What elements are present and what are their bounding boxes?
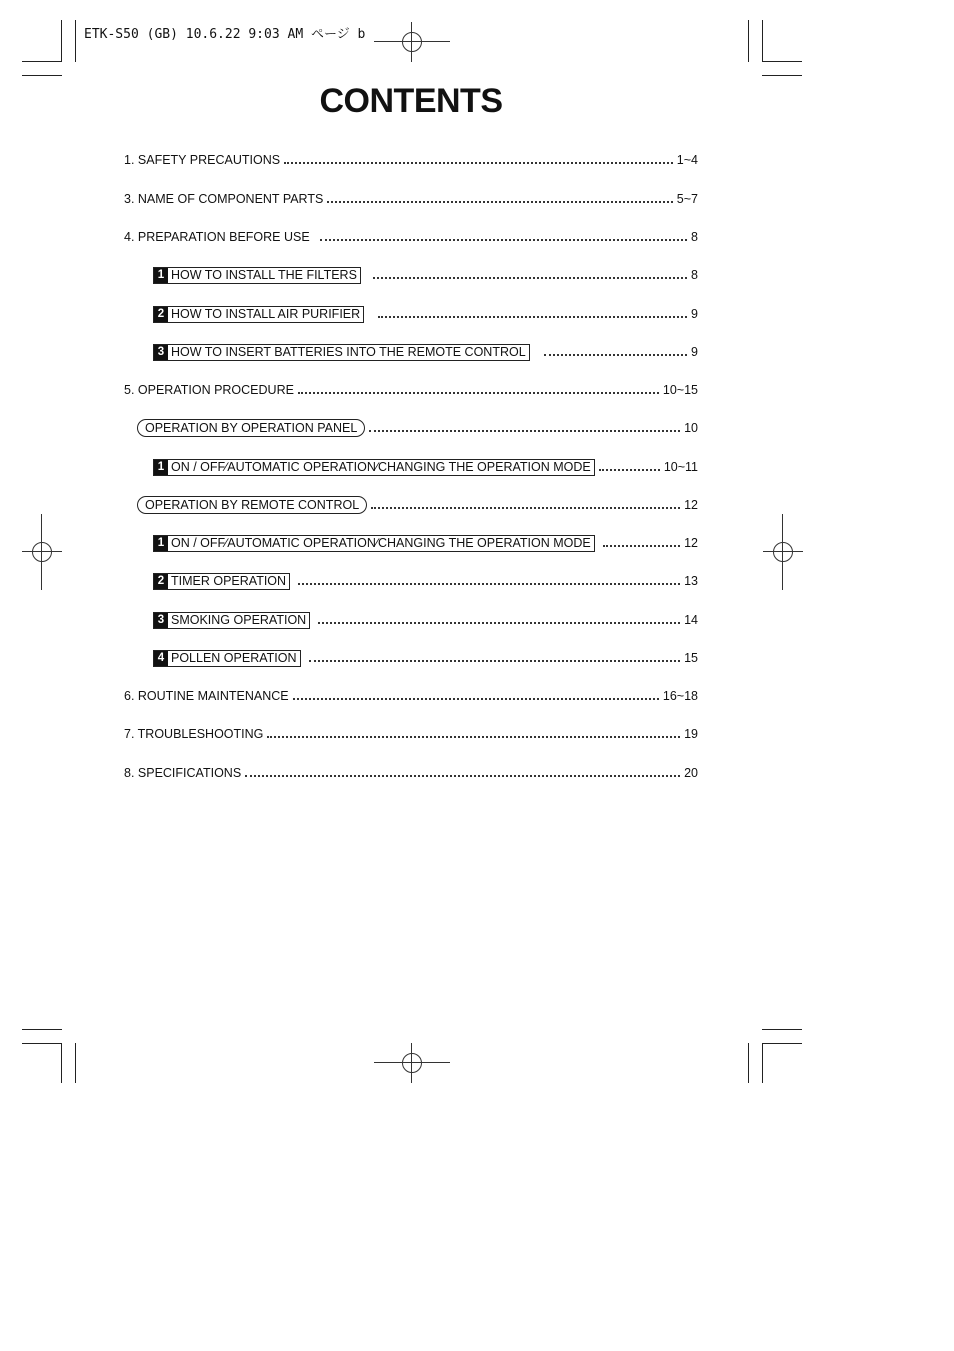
toc-entry-page: 15 — [684, 651, 698, 665]
step-number-badge: 2 — [154, 307, 168, 322]
crop-mark — [762, 1043, 763, 1083]
toc-entry[interactable] — [124, 763, 698, 783]
leader-dots — [371, 507, 680, 509]
toc-subentry[interactable] — [153, 304, 698, 324]
toc-entry-label: 5. OPERATION PROCEDURE — [124, 383, 294, 397]
toc-entry-label: ON / OFF∕AUTOMATIC OPERATION∕CHANGING THE OPERATION MODE — [171, 536, 591, 550]
toc-entry-label: 4. PREPARATION BEFORE USE — [124, 230, 310, 244]
crop-mark — [22, 1043, 62, 1044]
crop-mark — [762, 1029, 802, 1030]
toc-subentry[interactable] — [153, 571, 698, 591]
leader-dots — [599, 469, 660, 471]
toc-entry-label: ON / OFF∕AUTOMATIC OPERATION∕CHANGING THE OPERATION MODE — [171, 460, 591, 474]
toc-entry-label: HOW TO INSERT BATTERIES INTO THE REMOTE CONTROL — [171, 345, 526, 359]
toc-boxed-label — [153, 612, 310, 629]
toc-entry-label: 8. SPECIFICATIONS — [124, 766, 242, 780]
crop-mark — [22, 61, 62, 62]
toc-entry-page: 19 — [684, 727, 698, 741]
toc-entry-page: 9 — [691, 345, 698, 359]
toc-boxed-label — [153, 573, 290, 590]
toc-entry-page: 8 — [691, 268, 698, 282]
toc-subentry[interactable] — [153, 610, 698, 630]
crop-mark — [22, 1029, 62, 1030]
crop-mark — [61, 20, 62, 62]
crop-mark — [75, 20, 76, 62]
leader-dots — [267, 736, 680, 738]
crop-mark — [61, 1043, 62, 1083]
toc-entry[interactable] — [124, 380, 698, 400]
crop-mark — [762, 20, 763, 62]
crop-mark — [762, 1043, 802, 1044]
toc-section[interactable] — [137, 418, 698, 438]
step-number-badge: 1 — [154, 536, 168, 551]
crop-mark — [75, 1043, 76, 1083]
toc-entry-page: 12 — [684, 498, 698, 512]
toc-subentry[interactable] — [153, 342, 698, 362]
registration-mark — [374, 22, 450, 62]
crop-mark — [22, 75, 62, 76]
toc-entry[interactable] — [124, 189, 698, 209]
crop-mark — [748, 1043, 749, 1083]
toc-boxed-label — [153, 306, 364, 323]
leader-dots — [245, 775, 680, 777]
registration-mark — [22, 514, 62, 590]
toc-entry-page: 10 — [684, 421, 698, 435]
leader-dots — [293, 698, 659, 700]
leader-dots — [318, 622, 680, 624]
toc-entry-page: 10~11 — [663, 460, 698, 474]
toc-entry-label: HOW TO INSTALL AIR PURIFIER — [171, 307, 361, 321]
toc-section[interactable] — [137, 495, 698, 515]
print-slug: ETK-S50 (GB) 10.6.22 9:03 AM ページ b — [84, 27, 366, 42]
toc-entry[interactable] — [124, 227, 698, 247]
leader-dots — [378, 316, 687, 318]
toc-entry[interactable] — [124, 724, 698, 744]
toc-entry-label: 7. TROUBLESHOOTING — [124, 727, 264, 741]
leader-dots — [369, 430, 680, 432]
step-number-badge: 3 — [154, 345, 168, 360]
toc-entry-label: 3. NAME OF COMPONENT PARTS — [124, 192, 324, 206]
toc-entry-page: 14 — [684, 613, 698, 627]
toc-entry-page: 12 — [684, 536, 698, 550]
toc-boxed-label — [153, 267, 361, 284]
leader-dots — [298, 583, 680, 585]
toc-entry[interactable] — [124, 150, 698, 170]
section-pill-label: OPERATION BY OPERATION PANEL — [137, 419, 365, 437]
toc-entry-label: SMOKING OPERATION — [171, 613, 307, 627]
step-number-badge: 1 — [154, 460, 168, 475]
step-number-badge: 4 — [154, 651, 168, 666]
toc-entry-page: 20 — [684, 766, 698, 780]
leader-dots — [320, 239, 687, 241]
toc-entry-label: POLLEN OPERATION — [171, 651, 297, 665]
toc-entry[interactable] — [124, 686, 698, 706]
leader-dots — [309, 660, 681, 662]
leader-dots — [298, 392, 659, 394]
leader-dots — [373, 277, 687, 279]
toc-entry-label: 6. ROUTINE MAINTENANCE — [124, 689, 289, 703]
toc-boxed-label — [153, 344, 530, 361]
crop-mark — [762, 75, 802, 76]
toc-entry-page: 5~7 — [676, 192, 698, 206]
toc-subentry[interactable] — [153, 648, 698, 668]
leader-dots — [603, 545, 680, 547]
toc-boxed-label — [153, 650, 301, 667]
toc-subentry[interactable] — [153, 265, 698, 285]
toc-entry-label: HOW TO INSTALL THE FILTERS — [171, 268, 357, 282]
toc-subentry[interactable] — [153, 457, 698, 477]
leader-dots — [544, 354, 687, 356]
toc-entry-page: 16~18 — [662, 689, 698, 703]
toc-subentry[interactable] — [153, 533, 698, 553]
toc-entry-page: 8 — [691, 230, 698, 244]
leader-dots — [284, 162, 673, 164]
toc-entry-page: 1~4 — [676, 153, 698, 167]
registration-mark — [374, 1043, 450, 1083]
toc-boxed-label — [153, 459, 595, 476]
toc-entry-label: TIMER OPERATION — [171, 574, 287, 588]
step-number-badge: 2 — [154, 574, 168, 589]
page-title: CONTENTS — [319, 82, 503, 120]
step-number-badge: 1 — [154, 268, 168, 283]
leader-dots — [327, 201, 672, 203]
crop-mark — [762, 61, 802, 62]
toc-entry-label: 1. SAFETY PRECAUTIONS — [124, 153, 281, 167]
toc-entry-page: 13 — [684, 574, 698, 588]
toc-entry-page: 9 — [691, 307, 698, 321]
registration-mark — [763, 514, 803, 590]
toc-boxed-label — [153, 535, 595, 552]
step-number-badge: 3 — [154, 613, 168, 628]
section-pill-label: OPERATION BY REMOTE CONTROL — [137, 496, 367, 514]
crop-mark — [748, 20, 749, 62]
toc-entry-page: 10~15 — [662, 383, 698, 397]
